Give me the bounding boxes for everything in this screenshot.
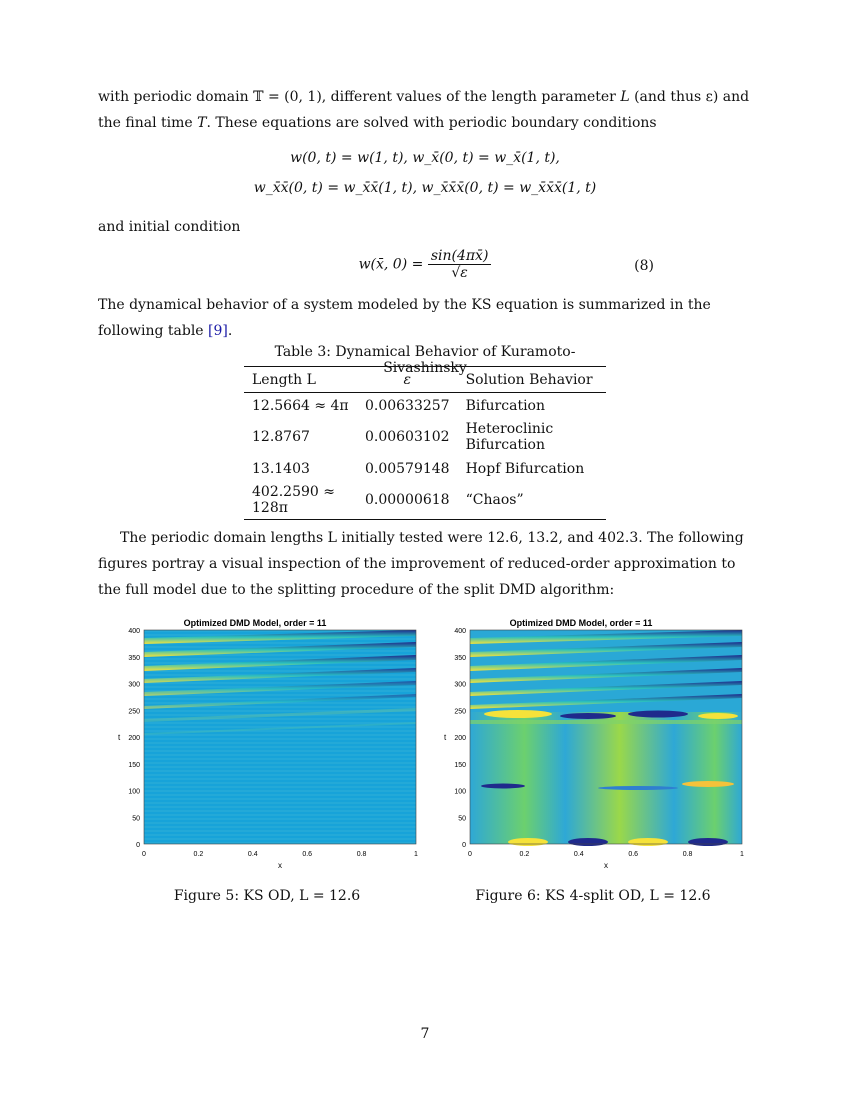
ic-lhs: w(x̄, 0) = <box>358 256 424 273</box>
table-cell: Hopf Bifurcation <box>465 460 585 477</box>
header-length: Length L <box>252 371 316 388</box>
y-tick-label: 100 <box>128 788 140 796</box>
y-tick-label: 300 <box>454 681 466 689</box>
x-tick-label: 0.6 <box>628 851 639 858</box>
y-tick-label: 200 <box>128 735 140 742</box>
x-axis <box>142 851 418 858</box>
x-tick-label: 0.4 <box>573 851 584 858</box>
x-axis-label: x <box>278 861 282 870</box>
y-axis-label: t <box>118 733 121 742</box>
table-cell: 402.2590 ≈ 128π <box>252 484 335 516</box>
ic-fraction <box>428 248 492 281</box>
citation-link[interactable]: [9] <box>208 323 228 339</box>
y-tick-label: 250 <box>454 708 466 716</box>
y-tick-label: 400 <box>454 628 466 635</box>
x-axis-label: x <box>604 861 608 870</box>
x-tick-label: 0.8 <box>356 851 367 858</box>
y-tick-label: 350 <box>128 654 140 662</box>
x-tick-label: 0.2 <box>519 851 530 858</box>
x-tick-label: 0 <box>468 851 472 858</box>
figure-6 <box>438 616 748 876</box>
table-cell: 13.1403 <box>252 460 310 477</box>
y-axis-label: t <box>444 733 447 742</box>
table-cell: “Chaos” <box>465 492 524 508</box>
y-tick-label: 50 <box>132 815 140 823</box>
figure-title: Optimized DMD Model, order = 11 <box>509 618 653 628</box>
figure-title: Optimized DMD Model, order = 11 <box>183 618 327 628</box>
header-behavior: Solution Behavior <box>465 371 593 388</box>
boundary-condition-1: w(0, t) = w(1, t), w_x̄(0, t) = w_x̄(1, t), <box>290 150 560 166</box>
x-tick-label: 1 <box>414 851 418 858</box>
table-cell: Heteroclinic Bifurcation <box>465 421 554 453</box>
y-tick-label: 150 <box>128 761 140 769</box>
x-tick-label: 0.4 <box>247 851 258 858</box>
table-caption: Table 3: Dynamical Behavior of Kuramoto-Sivashinsky <box>274 344 576 376</box>
table-row <box>244 418 606 456</box>
y-axis <box>128 628 140 849</box>
y-tick-label: 50 <box>458 815 466 823</box>
table-row <box>244 393 606 419</box>
table-header-row <box>244 367 606 393</box>
y-tick-label: 150 <box>454 761 466 769</box>
header-epsilon: ε <box>403 371 412 388</box>
ks-behavior-table <box>244 366 606 520</box>
page-number: 7 <box>420 1026 430 1042</box>
summary-paragraph: The dynamical behavior of a system modeled by the KS equation is summarized in the following table [9]. <box>98 297 711 339</box>
x-tick-label: 1 <box>740 851 744 858</box>
y-tick-label: 0 <box>136 842 140 849</box>
figure-5-caption: Figure 5: KS OD, L = 12.6 <box>173 888 361 904</box>
figure-5 <box>112 616 422 876</box>
x-tick-label: 0.2 <box>193 851 204 858</box>
x-tick-label: 0 <box>142 851 146 858</box>
table-cell: 12.5664 ≈ 4π <box>252 397 349 414</box>
y-tick-label: 350 <box>454 654 466 662</box>
y-tick-label: 250 <box>128 708 140 716</box>
initial-condition-equation <box>98 248 752 281</box>
y-tick-label: 300 <box>128 681 140 689</box>
x-axis <box>468 851 744 858</box>
table-cell: 12.8767 <box>252 429 310 445</box>
ic-denominator: √ε <box>451 265 468 281</box>
table-cell: 0.00000618 <box>364 492 450 508</box>
upper-bands <box>470 630 742 712</box>
y-tick-label: 200 <box>454 735 466 742</box>
table-cell: 0.00603102 <box>364 429 450 445</box>
table-cell: 0.00579148 <box>364 460 450 477</box>
intro-paragraph: with periodic domain 𝕋 = (0, 1), different values of the length parameter L (and thus ε) and the final time T. These equations are solved with periodic boundary conditions <box>98 89 750 131</box>
equation-number: (8) <box>634 258 654 274</box>
table-row <box>244 481 606 520</box>
table-cell: Bifurcation <box>465 397 545 414</box>
y-tick-label: 100 <box>454 788 466 796</box>
y-axis <box>454 628 466 849</box>
y-tick-label: 0 <box>462 842 466 849</box>
ic-numerator: sin(4πx̄) <box>428 248 492 265</box>
boundary-condition-2: w_x̄x̄(0, t) = w_x̄x̄(1, t), w_x̄x̄x̄(0, t) = w_x̄x̄x̄(1, t) <box>253 180 597 196</box>
figures-intro-paragraph: The periodic domain lengths L initially tested were 12.6, 13.2, and 402.3. The following figures portray a visual inspection of the improvement of reduced-order approximation to the full model due to the splitting procedure of the split DMD algorithm: <box>98 530 744 598</box>
table-row <box>244 456 606 481</box>
x-tick-label: 0.6 <box>302 851 313 858</box>
initial-condition-text: and initial condition <box>98 219 241 235</box>
figure-6-caption: Figure 6: KS 4-split OD, L = 12.6 <box>475 888 711 904</box>
y-tick-label: 400 <box>128 628 140 635</box>
table-cell: 0.00633257 <box>364 397 450 414</box>
x-tick-label: 0.8 <box>682 851 693 858</box>
